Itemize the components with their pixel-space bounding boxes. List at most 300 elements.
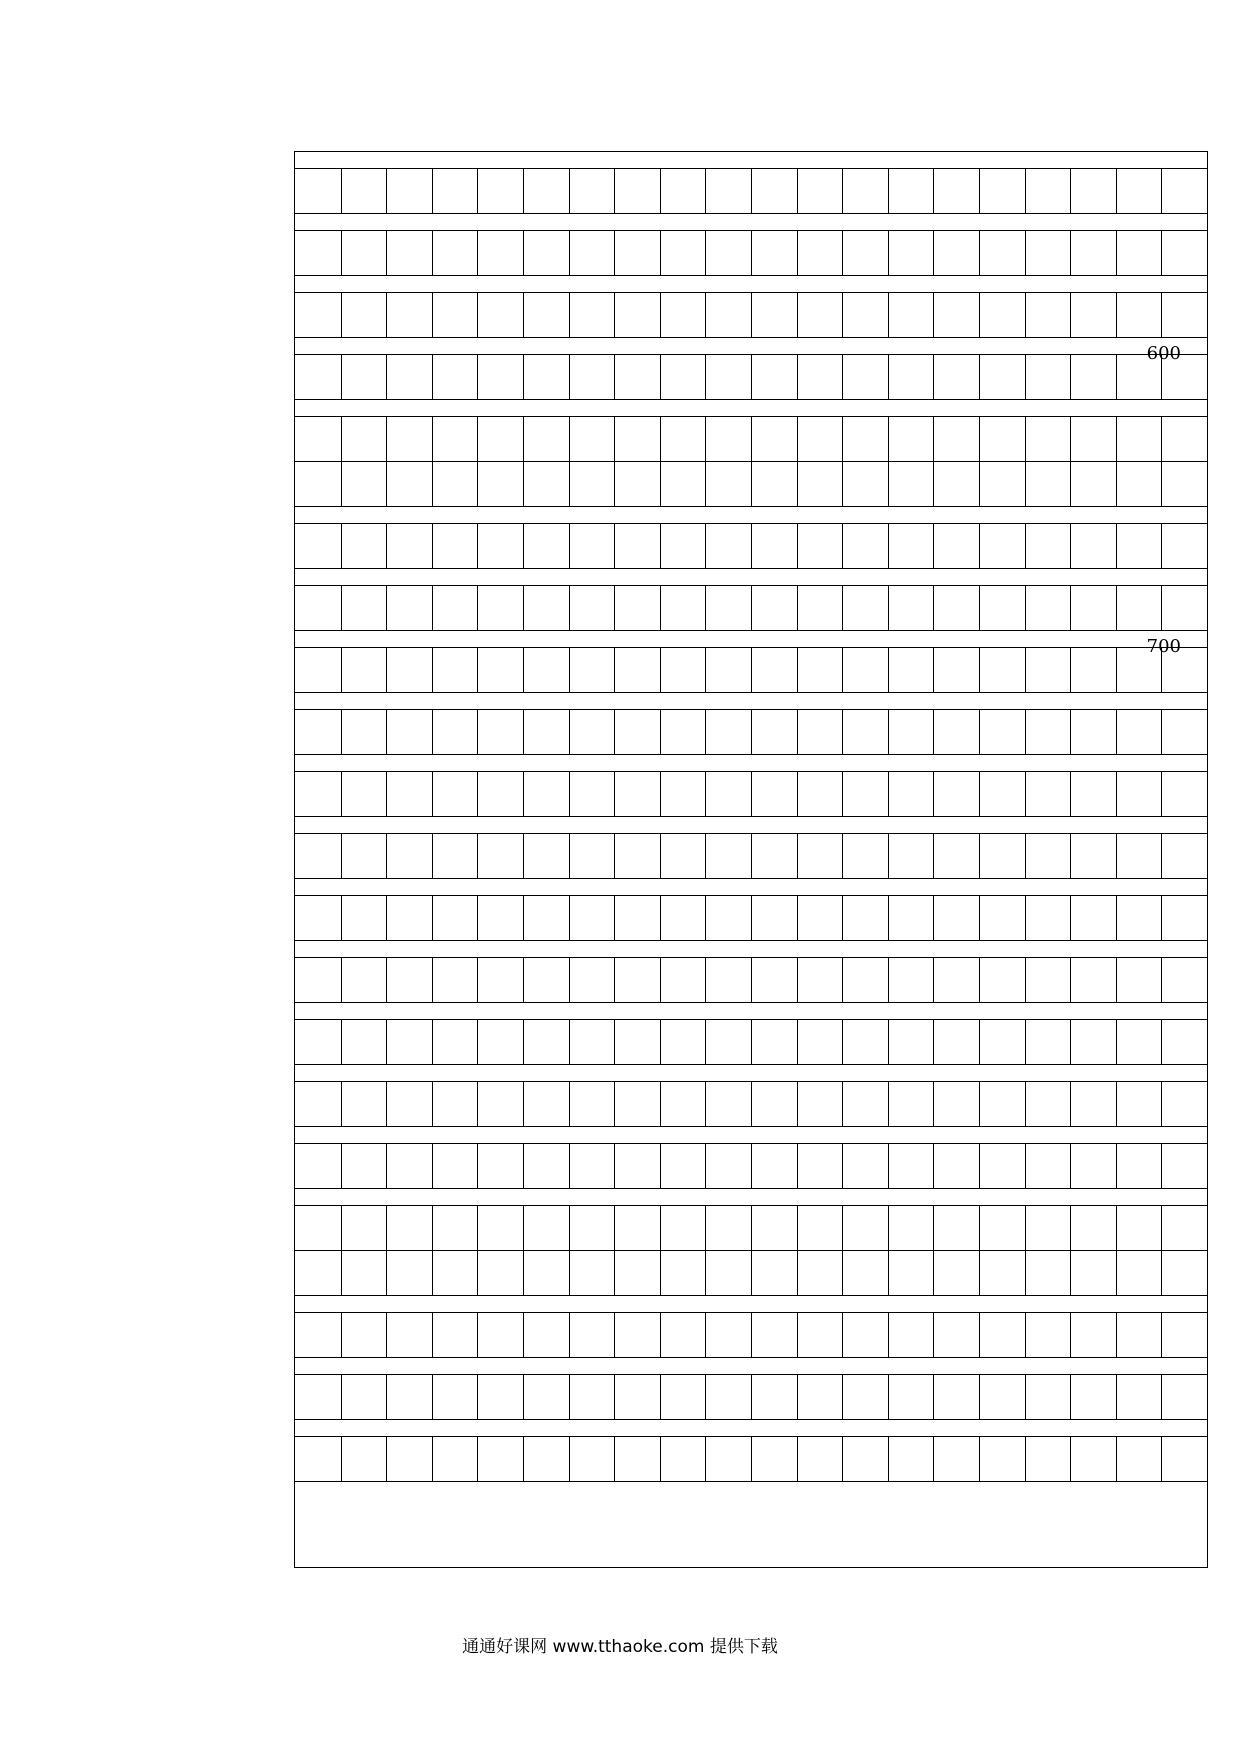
grid-cell: [432, 1251, 478, 1295]
grid-cell: [295, 524, 341, 568]
footer-credit: 通通好课网 www.tthaoke.com 提供下载: [462, 1637, 778, 1657]
grid-cell: [797, 1313, 843, 1357]
grid-cell: [1025, 231, 1071, 275]
grid-cell: [1116, 586, 1162, 630]
grid-cell: [523, 710, 569, 754]
grid-cell: [523, 896, 569, 940]
grid-cell: [1025, 648, 1071, 692]
grid-cell: [705, 169, 751, 213]
grid-cell: [432, 1206, 478, 1250]
grid-cell: [1070, 1144, 1116, 1188]
grid-cell: [979, 1251, 1025, 1295]
grid-cell: [477, 524, 523, 568]
grid-cell: [842, 355, 888, 399]
grid-cell: [705, 293, 751, 337]
grid-cell: [933, 355, 979, 399]
grid-cell: [1070, 231, 1116, 275]
grid-cell: [569, 524, 615, 568]
grid-cell: [933, 710, 979, 754]
grid-cell: [842, 958, 888, 1002]
grid-cell: [751, 169, 797, 213]
grid-cell: [1161, 586, 1207, 630]
grid-cell: [1116, 896, 1162, 940]
grid-row: [295, 957, 1207, 1003]
grid-cell: [751, 1082, 797, 1126]
grid-cell: [1116, 169, 1162, 213]
grid-cell: [979, 355, 1025, 399]
grid-cell: [842, 648, 888, 692]
grid-cell: [614, 1251, 660, 1295]
grid-cell: [569, 586, 615, 630]
grid-cell: [705, 648, 751, 692]
grid-cell: [705, 462, 751, 506]
grid-cell: [979, 1082, 1025, 1126]
grid-cell: [979, 169, 1025, 213]
grid-cell: [888, 1313, 934, 1357]
grid-cell: [477, 355, 523, 399]
grid-cell: [569, 1375, 615, 1419]
grid-row: [295, 230, 1207, 276]
grid-cell: [1116, 1437, 1162, 1481]
grid-cell: [933, 1437, 979, 1481]
grid-cell: [386, 1144, 432, 1188]
grid-cell: [660, 1375, 706, 1419]
grid-cell: [888, 958, 934, 1002]
grid-cell: [751, 772, 797, 816]
grid-cell: [842, 834, 888, 878]
grid-cell: [1025, 1206, 1071, 1250]
grid-cell: [751, 462, 797, 506]
grid-cell: [295, 355, 341, 399]
grid-cell: [477, 231, 523, 275]
grid-cell: [432, 293, 478, 337]
grid-cell: [1070, 293, 1116, 337]
grid-cell: [979, 586, 1025, 630]
grid-cell: [341, 355, 387, 399]
grid-cell: [432, 169, 478, 213]
grid-cell: [797, 524, 843, 568]
grid-cell: [523, 293, 569, 337]
grid-cell: [341, 293, 387, 337]
grid-cell: [569, 772, 615, 816]
grid-row: [295, 354, 1207, 400]
grid-cell: [660, 1206, 706, 1250]
grid-cell: [477, 462, 523, 506]
grid-cell: [797, 293, 843, 337]
grid-cell: [979, 231, 1025, 275]
grid-cell: [295, 586, 341, 630]
grid-cell: [386, 417, 432, 461]
grid-cell: [933, 958, 979, 1002]
grid-cell: [341, 648, 387, 692]
grid-cell: [432, 1375, 478, 1419]
grid-cell: [569, 896, 615, 940]
grid-cell: [1070, 462, 1116, 506]
grid-cell: [1116, 1375, 1162, 1419]
grid-cell: [705, 231, 751, 275]
grid-cell: [797, 1082, 843, 1126]
grid-cell: [888, 231, 934, 275]
grid-cell: [979, 1020, 1025, 1064]
grid-cell: [842, 710, 888, 754]
grid-cell: [751, 1251, 797, 1295]
grid-cell: [614, 355, 660, 399]
grid-cell: [432, 1144, 478, 1188]
grid-cell: [523, 958, 569, 1002]
grid-cell: [341, 1251, 387, 1295]
grid-cell: [888, 417, 934, 461]
grid-cell: [477, 1313, 523, 1357]
grid-row: [295, 1436, 1207, 1482]
grid-cell: [569, 293, 615, 337]
grid-cell: [1116, 1206, 1162, 1250]
grid-cell: [1070, 524, 1116, 568]
grid-cell: [1161, 1144, 1207, 1188]
grid-cell: [888, 1082, 934, 1126]
grid-cell: [386, 462, 432, 506]
grid-cell: [979, 1375, 1025, 1419]
grid-cell: [523, 648, 569, 692]
grid-cell: [432, 958, 478, 1002]
grid-cell: [477, 1375, 523, 1419]
grid-cell: [888, 1144, 934, 1188]
grid-cell: [295, 834, 341, 878]
grid-cell: [386, 231, 432, 275]
grid-cell: [979, 834, 1025, 878]
grid-cell: [341, 1437, 387, 1481]
grid-cell: [341, 1375, 387, 1419]
grid-row: [295, 895, 1207, 941]
grid-cell: [386, 1020, 432, 1064]
grid-cell: [341, 524, 387, 568]
grid-cell: [1025, 169, 1071, 213]
grid-cell: [751, 1206, 797, 1250]
grid-cell: [888, 834, 934, 878]
grid-cell: [797, 1437, 843, 1481]
grid-cell: [933, 231, 979, 275]
grid-cell: [432, 586, 478, 630]
grid-cell: [660, 293, 706, 337]
grid-cell: [295, 417, 341, 461]
grid-cell: [523, 1144, 569, 1188]
grid-cell: [614, 1313, 660, 1357]
grid-cell: [933, 1020, 979, 1064]
grid-cell: [1070, 417, 1116, 461]
grid-cell: [523, 1020, 569, 1064]
grid-cell: [432, 1020, 478, 1064]
grid-cell: [1025, 710, 1071, 754]
grid-cell: [842, 896, 888, 940]
grid-cell: [432, 1082, 478, 1126]
grid-cell: [432, 710, 478, 754]
grid-cell: [1025, 586, 1071, 630]
grid-cell: [705, 524, 751, 568]
grid-cell: [1025, 896, 1071, 940]
grid-cell: [295, 231, 341, 275]
grid-cell: [341, 586, 387, 630]
grid-cell: [614, 772, 660, 816]
grid-cell: [888, 293, 934, 337]
composition-grid: [294, 151, 1208, 1568]
grid-cell: [842, 417, 888, 461]
grid-cell: [386, 1437, 432, 1481]
grid-cell: [1161, 293, 1207, 337]
grid-row: [295, 416, 1207, 462]
grid-cell: [1025, 772, 1071, 816]
word-count-marker: 700: [1146, 636, 1181, 657]
grid-cell: [477, 834, 523, 878]
grid-cell: [341, 417, 387, 461]
grid-cell: [705, 958, 751, 1002]
grid-cell: [477, 586, 523, 630]
grid-cell: [614, 586, 660, 630]
grid-cell: [705, 417, 751, 461]
grid-cell: [797, 586, 843, 630]
grid-cell: [797, 462, 843, 506]
grid-cell: [341, 1082, 387, 1126]
grid-cell: [477, 1206, 523, 1250]
grid-cell: [1161, 462, 1207, 506]
grid-cell: [386, 293, 432, 337]
grid-cell: [660, 1144, 706, 1188]
grid-cell: [842, 462, 888, 506]
grid-cell: [295, 958, 341, 1002]
grid-cell: [979, 1313, 1025, 1357]
grid-cell: [295, 1375, 341, 1419]
grid-cell: [797, 1144, 843, 1188]
grid-cell: [1070, 648, 1116, 692]
grid-cell: [979, 958, 1025, 1002]
grid-cell: [341, 834, 387, 878]
grid-cell: [1116, 958, 1162, 1002]
grid-cell: [1116, 1313, 1162, 1357]
grid-row: [295, 1019, 1207, 1065]
grid-cell: [523, 772, 569, 816]
grid-cell: [660, 1313, 706, 1357]
grid-cell: [569, 1437, 615, 1481]
grid-cell: [705, 1144, 751, 1188]
grid-cell: [569, 1082, 615, 1126]
grid-cell: [751, 355, 797, 399]
grid-cell: [705, 1375, 751, 1419]
grid-cell: [614, 417, 660, 461]
grid-cell: [842, 1437, 888, 1481]
grid-cell: [842, 1206, 888, 1250]
grid-cell: [432, 417, 478, 461]
grid-cell: [979, 417, 1025, 461]
grid-cell: [295, 648, 341, 692]
grid-cell: [660, 169, 706, 213]
grid-cell: [569, 231, 615, 275]
grid-cell: [660, 1251, 706, 1295]
grid-cell: [751, 586, 797, 630]
grid-cell: [888, 896, 934, 940]
grid-cell: [523, 169, 569, 213]
grid-cell: [888, 648, 934, 692]
grid-cell: [614, 1020, 660, 1064]
grid-cell: [386, 1375, 432, 1419]
grid-cell: [614, 834, 660, 878]
grid-cell: [797, 169, 843, 213]
grid-cell: [933, 586, 979, 630]
grid-cell: [1161, 231, 1207, 275]
grid-cell: [888, 1206, 934, 1250]
grid-cell: [1161, 958, 1207, 1002]
grid-cell: [979, 648, 1025, 692]
grid-cell: [1116, 1144, 1162, 1188]
grid-cell: [523, 1313, 569, 1357]
grid-cell: [1161, 896, 1207, 940]
grid-cell: [614, 169, 660, 213]
grid-cell: [705, 834, 751, 878]
grid-cell: [295, 1437, 341, 1481]
grid-cell: [295, 293, 341, 337]
grid-cell: [705, 710, 751, 754]
grid-cell: [614, 896, 660, 940]
grid-cell: [295, 169, 341, 213]
grid-cell: [477, 1020, 523, 1064]
grid-row: [295, 647, 1207, 693]
grid-cell: [295, 896, 341, 940]
grid-cell: [432, 524, 478, 568]
grid-cell: [1116, 772, 1162, 816]
grid-cell: [1025, 958, 1071, 1002]
grid-cell: [751, 1437, 797, 1481]
grid-cell: [477, 1082, 523, 1126]
grid-row: [295, 1143, 1207, 1189]
grid-cell: [1025, 1020, 1071, 1064]
grid-cell: [614, 462, 660, 506]
grid-row: [295, 585, 1207, 631]
grid-cell: [797, 772, 843, 816]
grid-cell: [523, 1375, 569, 1419]
grid-cell: [751, 1144, 797, 1188]
grid-cell: [1116, 1020, 1162, 1064]
grid-cell: [477, 710, 523, 754]
grid-cell: [751, 1375, 797, 1419]
grid-cell: [933, 524, 979, 568]
grid-cell: [1025, 1251, 1071, 1295]
grid-cell: [888, 1251, 934, 1295]
grid-cell: [751, 896, 797, 940]
grid-cell: [933, 1251, 979, 1295]
grid-row: [295, 168, 1207, 214]
grid-cell: [1025, 1144, 1071, 1188]
grid-cell: [933, 417, 979, 461]
grid-row: [295, 1205, 1207, 1251]
grid-cell: [295, 462, 341, 506]
grid-cell: [660, 958, 706, 1002]
grid-cell: [751, 834, 797, 878]
grid-cell: [432, 1437, 478, 1481]
grid-cell: [797, 1375, 843, 1419]
grid-cell: [569, 834, 615, 878]
grid-cell: [933, 1375, 979, 1419]
grid-cell: [386, 1206, 432, 1250]
grid-cell: [660, 772, 706, 816]
grid-cell: [888, 710, 934, 754]
grid-cell: [933, 648, 979, 692]
grid-cell: [432, 355, 478, 399]
grid-cell: [569, 169, 615, 213]
grid-cell: [933, 896, 979, 940]
grid-cell: [614, 958, 660, 1002]
grid-cell: [797, 355, 843, 399]
grid-cell: [477, 293, 523, 337]
grid-cell: [477, 648, 523, 692]
grid-cell: [341, 958, 387, 1002]
grid-cell: [614, 1206, 660, 1250]
grid-cell: [1161, 1313, 1207, 1357]
grid-row: [295, 1250, 1207, 1296]
grid-cell: [341, 896, 387, 940]
word-count-marker: 600: [1146, 343, 1181, 364]
grid-cell: [888, 169, 934, 213]
grid-cell: [341, 1020, 387, 1064]
grid-cell: [933, 462, 979, 506]
grid-cell: [295, 772, 341, 816]
grid-cell: [705, 1206, 751, 1250]
grid-cell: [569, 1313, 615, 1357]
grid-cell: [432, 772, 478, 816]
grid-cell: [1025, 462, 1071, 506]
grid-cell: [1116, 524, 1162, 568]
grid-cell: [295, 710, 341, 754]
grid-cell: [1116, 710, 1162, 754]
grid-cell: [979, 524, 1025, 568]
grid-cell: [295, 1251, 341, 1295]
grid-cell: [1025, 417, 1071, 461]
grid-cell: [614, 1375, 660, 1419]
grid-cell: [751, 293, 797, 337]
grid-cell: [705, 1020, 751, 1064]
grid-cell: [660, 586, 706, 630]
grid-cell: [842, 1144, 888, 1188]
grid-cell: [842, 524, 888, 568]
grid-cell: [614, 231, 660, 275]
grid-cell: [569, 710, 615, 754]
grid-cell: [1116, 293, 1162, 337]
grid-cell: [386, 169, 432, 213]
grid-cell: [569, 648, 615, 692]
grid-cell: [660, 896, 706, 940]
grid-cell: [614, 293, 660, 337]
grid-cell: [705, 355, 751, 399]
grid-cell: [341, 169, 387, 213]
grid-cell: [1070, 355, 1116, 399]
grid-cell: [432, 896, 478, 940]
grid-cell: [1070, 169, 1116, 213]
grid-cell: [477, 1251, 523, 1295]
grid-cell: [569, 1206, 615, 1250]
grid-cell: [1161, 1437, 1207, 1481]
grid-cell: [888, 1375, 934, 1419]
grid-cell: [1070, 772, 1116, 816]
grid-cell: [842, 1375, 888, 1419]
grid-cell: [386, 1313, 432, 1357]
grid-cell: [341, 231, 387, 275]
grid-cell: [842, 231, 888, 275]
grid-cell: [341, 1144, 387, 1188]
grid-cell: [751, 1313, 797, 1357]
grid-row: [295, 1374, 1207, 1420]
grid-cell: [1025, 1082, 1071, 1126]
grid-cell: [1116, 231, 1162, 275]
grid-cell: [523, 417, 569, 461]
grid-cell: [751, 417, 797, 461]
grid-cell: [341, 1313, 387, 1357]
grid-cell: [979, 462, 1025, 506]
